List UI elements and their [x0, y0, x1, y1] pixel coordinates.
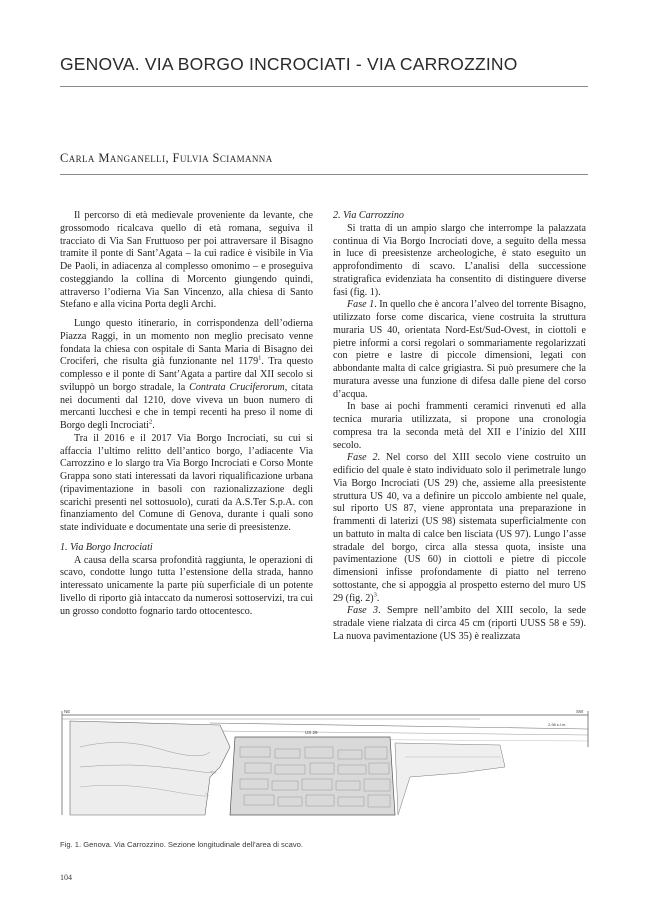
footnote-ref[interactable]: 2 [148, 418, 153, 426]
paragraph [333, 299, 586, 401]
footnote-ref[interactable]: 3 [373, 591, 377, 599]
right-profile [395, 743, 505, 815]
phase-label: Fase 2 [347, 452, 378, 464]
text-run: . Tra questo complesso e il ponte di Sant’Agata a partire dal XII secolo si sviluppò un borgo stradale, la [60, 356, 313, 393]
figure-section-drawing [60, 707, 590, 819]
layer-line [210, 723, 588, 729]
paragraph [333, 605, 586, 643]
text-run: . In quello che è ancora l’alveo del torrente Bisagno, utilizzato forse come discarica, viene costruita la struttura muraria US 40, orientata Nord-Est/Sud-Ovest, in ciottoli e pietre informi a corsi regolari o sommariamente regolarizzati con pietre e lastre di piccole dimensioni, legati con abbondante malta di calce grigiastra. Si può presumere che la muratura avesse una funzione di difesa dalle piene del corso d’acqua. [333, 299, 586, 400]
article-authors: Carla Manganelli, Fulvia Sciamanna [60, 151, 273, 165]
authors-rule [60, 174, 588, 175]
text-run: . [376, 592, 380, 604]
page-number: 104 [60, 873, 72, 882]
us-label: US 29 [305, 730, 318, 735]
paragraph: Si tratta di un ampio slargo che interrompe la palazzata continua di Via Borgo Incrociati dove, a seguito della messa in luce di preesistenze archeologiche, è stato eseguito un approfondimento di scavo. L’analisi della successione stratigrafica evidenziata ha consentito di distinguere diverse fasi (fig. 1). [333, 222, 586, 298]
text-run: . Sempre nell’ambito del XIII secolo, la sede stradale viene rialzata di circa 45 cm (riporti UUSS 58 e 59). La nuova pavimentazione (US 35) è realizzata [333, 605, 586, 642]
paragraph: Tra il 2016 e il 2017 Via Borgo Incrociati, su cui si affaccia l’ultimo relitto dell’antico borgo, l’adiacente Via Carrozzino e lo slargo tra Via Borgo Incrociati e Corso Monte Grappa sono stati interessati da lavori riqualificazione urbana (ripavimentazione in basoli con razionalizzazione degli scarichi presenti nel sottosuolo), curati da A.S.Ter S.p.A. con finanziamento del Comune di Genova, durante i quali sono state individuate e documentate una serie di preesistenze. [60, 432, 313, 533]
left-column [60, 210, 313, 618]
phase-label: Fase 1 [347, 299, 375, 311]
left-profile [70, 721, 230, 815]
paragraph [333, 452, 586, 605]
article-title: GENOVA. VIA BORGO INCROCIATI - VIA CARROZZINO [60, 54, 518, 74]
phase-label: Fase 3 [347, 605, 379, 617]
text-run: Lungo questo itinerario, in corrispondenza dell’odierna Piazza Raggi, in un momento non meglio precisato venne fondata la chiesa con ospitale di Santa Maria di Bisagno dei Crociferi, che risulta già funzionante nel 1179 [60, 318, 313, 368]
level-label: 2,98 s.l.m. [548, 722, 567, 727]
paragraph: A causa della scarsa profondità raggiunta, le operazioni di scavo, condotte lungo tutta l’estensione della strada, hanno interessato unicamente la parte più superficiale di un potente livello di riporto già intaccato da numerosi sottoservizi, tra cui un grosso condotto fognario tardo ottocentesco. [60, 554, 313, 617]
paragraph: In base ai pochi frammenti ceramici rinvenuti ed alla tecnica muraria utilizzata, si propone una cronologia compresa tra la seconda metà del XII e l’inizio del XIII secolo. [333, 401, 586, 451]
title-rule [60, 86, 588, 87]
orientation-label: NE [64, 709, 71, 714]
right-column [333, 210, 586, 644]
figure-caption: Fig. 1. Genova. Via Carrozzino. Sezione longitudinale dell’area di scavo. [60, 840, 303, 849]
text-run: , citata nei documenti dal 1210, dove viveva un buon numero di mercanti lucchesi e che in tempi recenti ha preso il nome di Borgo degli Incrociati [60, 381, 314, 431]
italic-term: Contrata Cruciferorum [189, 381, 285, 393]
paragraph [60, 318, 313, 433]
section-heading: 1. Via Borgo Incrociati [60, 541, 153, 553]
wall-block [230, 737, 395, 815]
text-run: . [152, 420, 155, 431]
orientation-label: SW [576, 709, 584, 714]
paragraph: Il percorso di età medievale proveniente da levante, che grossomodo ricalcava quello di età romana, seguiva il tracciato di Via San Fruttuoso per poi attraversare il Bisagno tramite il ponte di Sant’Agata – la cui radice è visibile in Via De Paoli, in adiacenza al complesso omonimo – e proseguiva costeggiando la collina di Morcento giungendo quindi, attraverso l’odierna Via San Vincenzo, alla chiesa di Santo Stefano e alla vicina Porta degli Archi. [60, 210, 313, 311]
section-heading: 2. Via Carrozzino [333, 210, 404, 221]
section-drawing [60, 707, 590, 819]
layer-line [220, 731, 588, 735]
footnote-ref[interactable]: 1 [258, 354, 262, 362]
text-run: . Nel corso del XIII secolo viene costruito un edificio del quale è stato individuato solo il perimetrale lungo Via Borgo Incrociati (US 29) che, assieme alla preesistente struttura US 40, va a definire un piccolo ambiente nel quale, sul riporto US 87, viene approntata una preparazione in frammenti di laterizi (US 98) sistemata superficialmente con un battuto in malta di calce ben lisciata (US 97). Lungo l’asse stradale del borgo, circa alla stessa quota, insiste una pavimentazione (US 60) in ciottoli e pietre di piccole dimensioni infisse profondamente di piatto nel terreno sottostante, che si appoggia al prospetto esterno del muro US 29 (fig. 2) [333, 452, 586, 604]
